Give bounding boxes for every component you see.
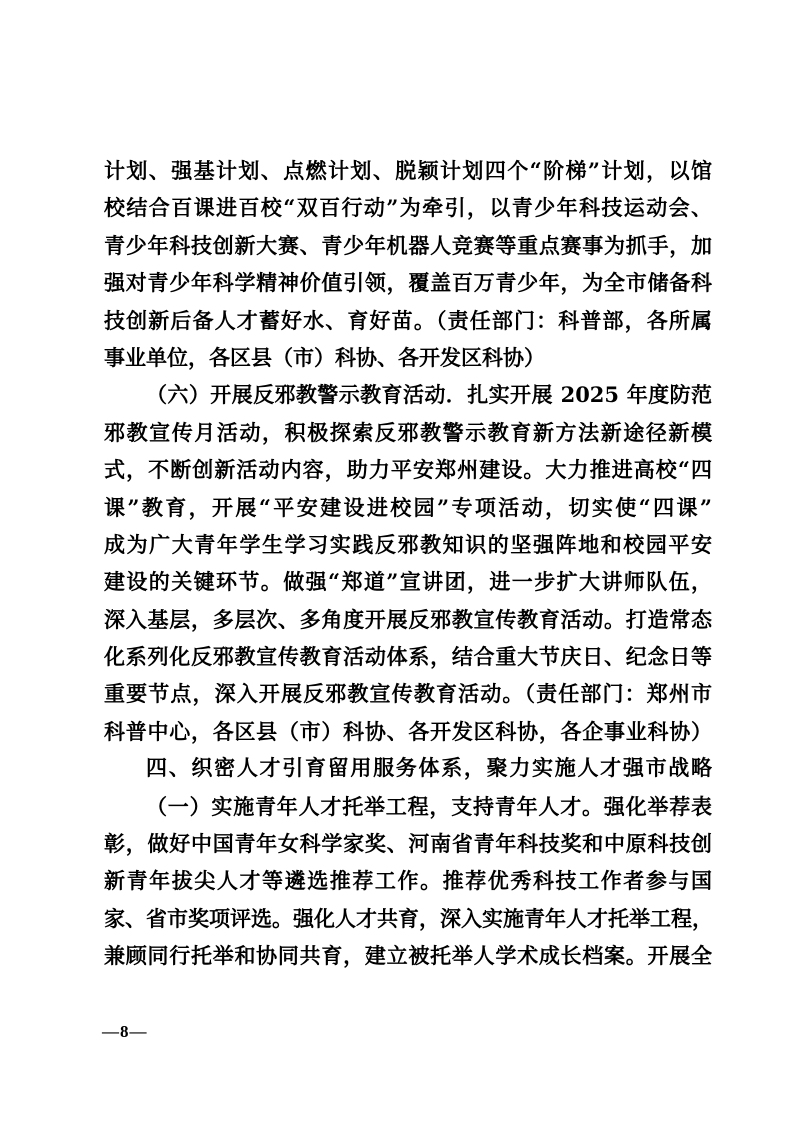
text-line: 校结合百课进百校“双百行动”为牵引，以青少年科技运动会、 bbox=[104, 195, 712, 221]
text-line: 兼顾同行托举和协同共育，建立被托举人学术成长档案。开展全 bbox=[104, 943, 712, 969]
text-line: 新青年拔尖人才等遴选推荐工作。推荐优秀科技工作者参与国 bbox=[104, 868, 712, 894]
text-line: 家、省市奖项评选。强化人才共育，深入实施青年人才托举工程， bbox=[104, 905, 713, 931]
text-line: 深入基层，多层次、多角度开展反邪教宣传教育活动。打造常态 bbox=[104, 606, 712, 632]
item-heading-line: （六）开展反邪教警示教育活动．扎实开展 2025 年度防范 bbox=[146, 382, 712, 408]
text-line: 科普中心，各区县（市）科协、各开发区科协，各企事业科协） bbox=[104, 718, 712, 744]
text-line: 彰，做好中国青年女科学家奖、河南省青年科技奖和中原科技创 bbox=[104, 831, 712, 857]
text-line: 重要节点，深入开展反邪教宣传教育活动。（责任部门：郑州市 bbox=[104, 681, 712, 707]
text-line: 成为广大青年学生学习实践反邪教知识的坚强阵地和校园平安 bbox=[104, 531, 712, 557]
page-number: —8— bbox=[102, 1022, 148, 1041]
text-line: 青少年科技创新大赛、青少年机器人竞赛等重点赛事为抓手，加 bbox=[104, 232, 712, 258]
item-heading-line: （一）实施青年人才托举工程，支持青年人才。强化举荐表 bbox=[146, 793, 712, 819]
document-body bbox=[104, 152, 712, 975]
text-line: 事业单位，各区县（市）科协、各开发区科协） bbox=[104, 344, 545, 370]
text-line: 计划、强基计划、点燃计划、脱颖计划四个“阶梯”计划，以馆 bbox=[104, 158, 712, 183]
text-line: 技创新后备人才蓄好水、育好苗。（责任部门：科普部，各所属 bbox=[104, 307, 712, 333]
text-line: 化系列化反邪教宣传教育活动体系，结合重大节庆日、纪念日等 bbox=[104, 644, 712, 670]
text-line: 建设的关键环节。做强“郑道”宣讲团，进一步扩大讲师队伍， bbox=[104, 569, 712, 595]
text-line: 课”教育，开展“平安建设进校园”专项活动，切实使“四课” bbox=[104, 494, 712, 520]
text-line: 邪教宣传月活动，积极探索反邪教警示教育新方法新途径新模 bbox=[104, 419, 712, 445]
text-line: 强对青少年科学精神价值引领，覆盖百万青少年，为全市储备科 bbox=[104, 270, 712, 296]
section-heading: 四、织密人才引育留用服务体系，聚力实施人才强市战略 bbox=[146, 756, 712, 781]
text-line: 式，不断创新活动内容，助力平安郑州建设。大力推进高校“四 bbox=[104, 457, 712, 483]
